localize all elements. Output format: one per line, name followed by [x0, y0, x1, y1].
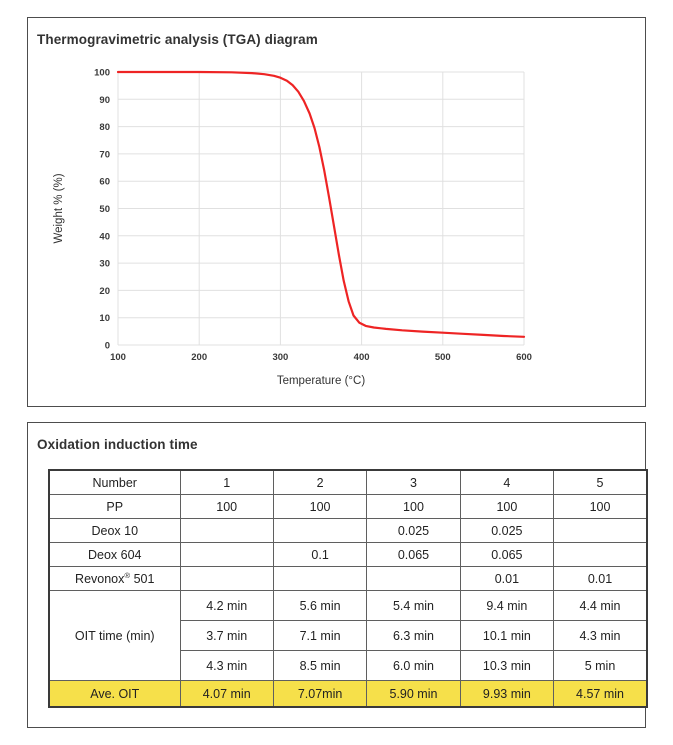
cell: 6.0 min: [367, 651, 460, 681]
cell: 0.065: [367, 543, 460, 567]
row-label-ave: Ave. OIT: [49, 681, 180, 708]
cell: 3.7 min: [180, 621, 273, 651]
oit-panel: [27, 422, 646, 728]
cell: 4.3 min: [180, 651, 273, 681]
cell: 7.1 min: [273, 621, 366, 651]
y-tick-label: 20: [99, 285, 110, 297]
x-tick-label: 300: [272, 352, 289, 363]
x-axis-title: Temperature (°C): [276, 375, 366, 387]
cell: 100: [554, 495, 647, 519]
y-tick-label: 80: [99, 122, 110, 134]
y-tick-label: 70: [99, 149, 110, 161]
cell: 4.3 min: [554, 621, 647, 651]
header-cell: 5: [554, 470, 647, 495]
cell: [273, 519, 366, 543]
cell: [180, 519, 273, 543]
cell: [367, 567, 460, 591]
cell: 0.01: [554, 567, 647, 591]
tga-curve: [118, 72, 524, 337]
x-tick-label: 100: [110, 352, 126, 363]
cell: 9.4 min: [460, 591, 553, 621]
cell: 10.3 min: [460, 651, 553, 681]
cell: 100: [367, 495, 460, 519]
ave-cell: 9.93 min: [460, 681, 553, 708]
table-row-ave-oit: [49, 681, 647, 708]
tga-panel-title: Thermogravimetric analysis (TGA) diagram: [37, 32, 318, 47]
cell: 0.1: [273, 543, 366, 567]
cell: 0.065: [460, 543, 553, 567]
oit-table: [48, 469, 648, 708]
ave-cell: 4.57 min: [554, 681, 647, 708]
table-row-deox604: [49, 543, 647, 567]
header-cell: 4: [460, 470, 553, 495]
x-tick-label: 400: [353, 352, 370, 363]
row-label-oit-time: OIT time (min): [49, 591, 180, 681]
y-tick-label: 40: [99, 231, 110, 243]
row-label: Deox 604: [49, 543, 180, 567]
cell: 5 min: [554, 651, 647, 681]
cell: 100: [273, 495, 366, 519]
table-header-row: [49, 470, 647, 495]
cell: [180, 567, 273, 591]
cell: 10.1 min: [460, 621, 553, 651]
tga-panel: [27, 17, 646, 407]
y-axis-title: Weight % (%): [53, 173, 65, 244]
y-tick-label: 30: [99, 258, 110, 270]
cell: 5.6 min: [273, 591, 366, 621]
y-tick-label: 90: [99, 94, 110, 106]
cell: 5.4 min: [367, 591, 460, 621]
x-tick-label: 600: [516, 352, 532, 363]
row-label: Deox 10: [49, 519, 180, 543]
header-cell: 1: [180, 470, 273, 495]
row-label: Revonox® 501: [49, 567, 180, 591]
cell: 4.4 min: [554, 591, 647, 621]
ave-cell: 7.07min: [273, 681, 366, 708]
y-tick-label: 100: [94, 67, 110, 79]
header-cell: 2: [273, 470, 366, 495]
table-row-oit-1: [49, 591, 647, 621]
x-tick-label: 200: [191, 352, 208, 363]
y-tick-label: 10: [99, 313, 110, 325]
cell: 0.01: [460, 567, 553, 591]
oit-panel-title: Oxidation induction time: [37, 437, 198, 452]
cell: 0.025: [460, 519, 553, 543]
cell: [180, 543, 273, 567]
cell: 100: [180, 495, 273, 519]
cell: [554, 543, 647, 567]
tga-chart: [28, 54, 645, 402]
y-tick-label: 60: [99, 176, 110, 188]
header-cell: 3: [367, 470, 460, 495]
y-tick-label: 0: [104, 340, 110, 352]
row-label: PP: [49, 495, 180, 519]
cell: 0.025: [367, 519, 460, 543]
x-tick-label: 500: [434, 352, 451, 363]
cell: 8.5 min: [273, 651, 366, 681]
cell: 4.2 min: [180, 591, 273, 621]
ave-cell: 5.90 min: [367, 681, 460, 708]
y-tick-label: 50: [99, 204, 110, 215]
cell: 100: [460, 495, 553, 519]
header-cell: Number: [49, 470, 180, 495]
table-row-revonox: [49, 567, 647, 591]
ave-cell: 4.07 min: [180, 681, 273, 708]
cell: [273, 567, 366, 591]
cell: [554, 519, 647, 543]
table-row-pp: [49, 495, 647, 519]
table-row-deox10: [49, 519, 647, 543]
cell: 6.3 min: [367, 621, 460, 651]
